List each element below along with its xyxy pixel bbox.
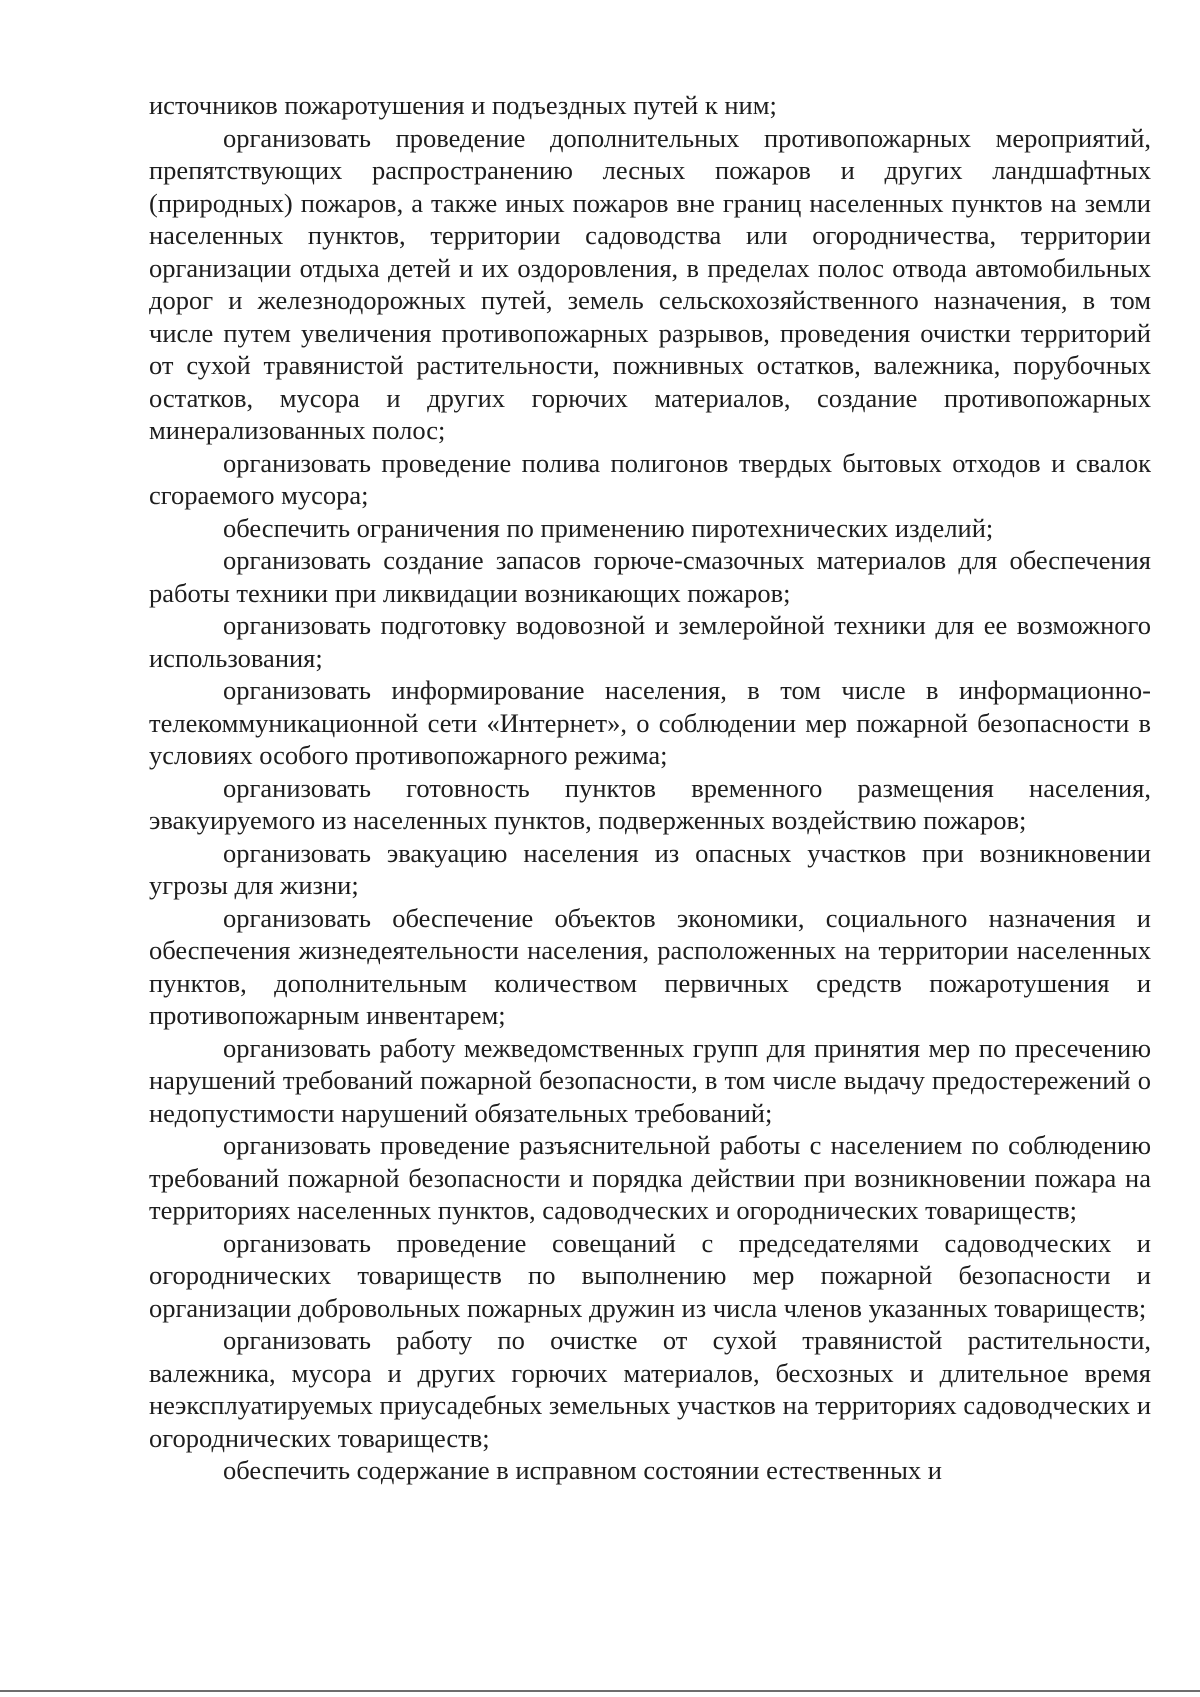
- paragraph: организовать проведение дополнительных противопожарных мероприятий, препятствующих распространению лесных пожаров и других ландшафтных (природных) пожаров, а также иных пожаров вне границ населенных пунктов на земли населенных пунктов, территории садоводства или огородничества, территории организации отдыха детей и их оздоровления, в пределах полос отвода автомобильных дорог и железнодорожных путей, земель сельскохозяйственного назначения, в том числе путем увеличения противопожарных разрывов, проведения очистки территорий от сухой травянистой растительности, пожнивных остатков, валежника, порубочных остатков, мусора и других горючих материалов, создание противопожарных минерализованных полос;: [149, 122, 1151, 445]
- paragraph: организовать эвакуацию населения из опасных участков при возникновении угрозы для жизни;: [149, 837, 1151, 900]
- paragraph: источников пожаротушения и подъездных путей к ним;: [149, 90, 777, 120]
- paragraph: организовать создание запасов горюче-смазочных материалов для обеспечения работы техники при ликвидации возникающих пожаров;: [149, 545, 1151, 608]
- paragraph: организовать обеспечение объектов экономики, социального назначения и обеспечения жизнедеятельности населения, расположенных на территории населенных пунктов, дополнительным количеством первичных средств пожаротушения и противопожарным инвентарем;: [149, 902, 1151, 1030]
- document-body: [149, 89, 1151, 1487]
- page-bottom-rule: [0, 1690, 1200, 1692]
- paragraph: организовать проведение совещаний с председателями садоводческих и огороднических товариществ по выполнению мер пожарной безопасности и организации добровольных пожарных дружин из числа членов указанных товариществ;: [149, 1227, 1151, 1323]
- paragraph: обеспечить ограничения по применению пиротехнических изделий;: [223, 512, 994, 543]
- paragraph: организовать готовность пунктов временного размещения населения, эвакуируемого из населенных пунктов, подверженных воздействию пожаров;: [149, 772, 1151, 835]
- paragraph: организовать проведение полива полигонов твердых бытовых отходов и свалок сгораемого мусора;: [149, 447, 1151, 510]
- paragraph: организовать работу межведомственных групп для принятия мер по пресечению нарушений требований пожарной безопасности, в том числе выдачу предостережений о недопустимости нарушений обязательных требований;: [149, 1032, 1151, 1128]
- paragraph: обеспечить содержание в исправном состоянии естественных и: [223, 1455, 942, 1485]
- paragraph: организовать подготовку водовозной и землеройной техники для ее возможного использования;: [149, 610, 1151, 673]
- paragraph: организовать проведение разъяснительной работы с населением по соблюдению требований пожарной безопасности и порядка действии при возникновении пожара на территориях населенных пунктов, садоводческих и огороднических товариществ;: [149, 1130, 1151, 1225]
- paragraph: организовать информирование населения, в том числе в информационно-телекоммуникационной сети «Интернет», о соблюдении мер пожарной безопасности в условиях особого противопожарного режима;: [149, 675, 1151, 770]
- paragraph: организовать работу по очистке от сухой травянистой растительности, валежника, мусора и других горючих материалов, бесхозных и длительное время неэксплуатируемых приусадебных земельных участков на территориях садоводческих и огороднических товариществ;: [149, 1325, 1151, 1453]
